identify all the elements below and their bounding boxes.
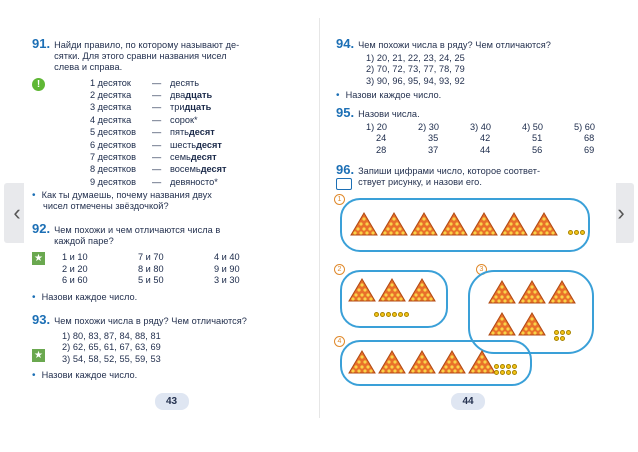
dash: —: [152, 176, 162, 187]
bullet-icon: •: [32, 291, 36, 303]
unit-dot: [554, 330, 559, 335]
number-cell: 68: [584, 133, 595, 144]
tens-count: 9 десятков: [90, 176, 137, 187]
task-text: Найди правило, по которому называют де-: [54, 40, 240, 50]
unit-dot: [500, 370, 505, 375]
tens-name: шестьдесят: [170, 139, 222, 150]
unit-dot: [560, 330, 565, 335]
bullet-icon: •: [32, 369, 36, 381]
question-line: чисел отмечены звёздочкой?: [43, 201, 169, 212]
tens-row: [90, 163, 311, 175]
ten-triangle: [488, 280, 516, 304]
ten-triangle: [518, 280, 546, 304]
label-3: 3: [476, 264, 487, 275]
unit-dot: [386, 312, 391, 317]
dash: —: [152, 139, 162, 150]
tens-row: [90, 89, 311, 101]
ten-triangle: [470, 212, 498, 236]
unit-dot: [494, 364, 499, 369]
tens-row: [90, 176, 311, 188]
label-2: 2: [334, 264, 345, 275]
tens-row: [90, 114, 311, 126]
task-number: 91.: [32, 36, 51, 51]
number-cell: 35: [428, 133, 439, 144]
task-93: [32, 312, 311, 327]
tens-count: 3 десятка: [90, 102, 132, 113]
number-pair: 5 и 50: [138, 275, 164, 286]
ten-triangle: [438, 350, 466, 374]
number-cell: 37: [428, 144, 439, 155]
tens-name: тридцать: [170, 102, 212, 113]
dash: —: [152, 164, 162, 175]
number-cell: 1) 20: [366, 122, 387, 133]
ten-triangle: [440, 212, 468, 236]
ten-triangle: [348, 350, 376, 374]
bullet-icon: •: [336, 89, 340, 101]
triangles-3b: [488, 312, 548, 336]
number-pair: 2 и 20: [62, 263, 88, 274]
question-line: • Как ты думаешь, почему названия двух: [32, 190, 212, 202]
page-spread: [24, 18, 616, 418]
ten-triangle: [408, 350, 436, 374]
triangles-2: [348, 278, 438, 302]
row: 1) 20, 21, 22, 23, 24, 25: [366, 53, 465, 64]
task-number: 96.: [336, 161, 355, 177]
group-1: [340, 198, 590, 252]
triangles-1: [350, 212, 560, 236]
tens-count: 4 десятка: [90, 114, 132, 125]
task-92: [32, 221, 311, 247]
number-pair: 8 и 80: [138, 263, 164, 274]
tens-row: [90, 77, 311, 89]
unit-dot: [506, 364, 511, 369]
tens-name: сорок*: [170, 114, 198, 125]
tens-count: 7 десятков: [90, 152, 137, 163]
tens-row: [90, 151, 311, 163]
ten-triangle: [468, 350, 496, 374]
row: 2) 62, 65, 61, 67, 63, 69: [62, 342, 161, 353]
task-91: [32, 36, 311, 74]
tens-count: 6 десятков: [90, 139, 137, 150]
star-icon: ★: [32, 349, 45, 362]
tens-count: 5 десятков: [90, 127, 137, 138]
number-pair: 6 и 60: [62, 275, 88, 286]
unit-dot: [494, 370, 499, 375]
tens-row: [90, 126, 311, 138]
task-number: 94.: [336, 36, 355, 51]
numbers-grid: [336, 122, 608, 156]
ten-triangle: [348, 278, 376, 302]
unit-dot: [554, 336, 559, 341]
task-text: Чем похожи числа в ряду? Чем отличаются?: [54, 316, 247, 327]
task-95: [336, 105, 608, 120]
label-1: 1: [334, 194, 345, 205]
number-cell: 56: [532, 144, 543, 155]
ten-triangle: [378, 350, 406, 374]
page-number: 44: [451, 393, 485, 410]
task-96: [336, 162, 608, 188]
ten-triangle: [518, 312, 546, 336]
row: 1) 80, 83, 87, 84, 88, 81: [62, 331, 161, 342]
tens-name: двадцать: [170, 90, 213, 101]
chevron-left-icon: ‹: [13, 200, 21, 225]
tens-name: пятьдесят: [170, 127, 215, 138]
unit-dot: [560, 336, 565, 341]
triangles-3a: [488, 280, 578, 304]
dots-3: [554, 330, 574, 341]
label-4: 4: [334, 336, 345, 347]
number-cell: 28: [376, 144, 387, 155]
dots-1: [568, 230, 585, 235]
ten-triangle: [530, 212, 558, 236]
dash: —: [152, 127, 162, 138]
number-pair: 4 и 40: [214, 252, 240, 263]
number-cell: 24: [376, 133, 387, 144]
triangles-4: [348, 350, 498, 374]
dash: —: [152, 152, 162, 163]
tens-name: девяносто*: [170, 176, 218, 187]
page-number: 43: [155, 393, 189, 410]
rows-94: [336, 53, 608, 87]
group-2: [340, 270, 448, 328]
dots-4: [494, 364, 522, 375]
number-cell: 3) 40: [470, 122, 491, 133]
number-cell: 2) 30: [418, 122, 439, 133]
unit-dot: [512, 370, 517, 375]
task-number: 95.: [336, 105, 355, 121]
row: 3) 54, 58, 52, 55, 59, 53: [62, 353, 161, 364]
task-94: [336, 36, 608, 51]
unit-dot: [574, 230, 579, 235]
ten-triangle: [380, 212, 408, 236]
tens-name: десять: [170, 77, 200, 88]
tens-count: 2 десятка: [90, 90, 132, 101]
ten-triangle: [378, 278, 406, 302]
ten-triangle: [410, 212, 438, 236]
ten-triangle: [488, 312, 516, 336]
bullet-icon: •: [32, 190, 36, 202]
rows-93: [32, 331, 311, 365]
star-icon: ★: [32, 252, 45, 265]
unit-dot: [404, 312, 409, 317]
number-cell: 4) 50: [522, 122, 543, 133]
tens-table: [32, 77, 311, 189]
book-icon: [336, 178, 352, 190]
dash: —: [152, 114, 162, 125]
task-line: • Назови каждое число.: [336, 89, 442, 101]
tens-name: восемьдесят: [170, 164, 227, 175]
task-text: слева и справа.: [54, 62, 123, 73]
dots-2: [374, 312, 409, 317]
task-line: • Назови каждое число.: [32, 291, 138, 303]
task-number: 92.: [32, 220, 51, 236]
group-4: [340, 340, 532, 386]
unit-dot: [568, 230, 573, 235]
task-text: Чем похожи и чем отличаются числа в: [54, 224, 221, 235]
unit-dot: [374, 312, 379, 317]
task-text: Запиши цифрами число, которое соответ-: [358, 165, 541, 176]
number-pair: 7 и 70: [138, 252, 164, 263]
ten-triangle: [500, 212, 528, 236]
number-cell: 44: [480, 144, 491, 155]
ten-triangle: [408, 278, 436, 302]
unit-dot: [398, 312, 403, 317]
unit-dot: [580, 230, 585, 235]
number-cell: 42: [480, 133, 491, 144]
task-line: • Назови каждое число.: [32, 369, 138, 381]
task-number: 93.: [32, 312, 51, 328]
unit-dot: [380, 312, 385, 317]
pairs-grid: [32, 252, 311, 287]
unit-dot: [566, 330, 571, 335]
number-cell: 5) 60: [574, 122, 595, 133]
dash: —: [152, 90, 162, 101]
dash: —: [152, 102, 162, 113]
number-pair: 1 и 10: [62, 252, 88, 263]
page-44: [320, 18, 616, 418]
tens-count: 1 десяток: [90, 77, 131, 88]
unit-dot: [512, 364, 517, 369]
dash: —: [152, 77, 162, 88]
tens-name: семьдесят: [170, 152, 217, 163]
task-text: Назови числа.: [358, 109, 420, 120]
number-cell: 69: [584, 144, 595, 155]
task-text: ствует рисунку, и назови его.: [358, 177, 482, 188]
number-cell: 51: [532, 133, 543, 144]
tens-row: [90, 139, 311, 151]
number-pair: 3 и 30: [214, 275, 240, 286]
row: 3) 90, 96, 95, 94, 93, 92: [366, 75, 465, 86]
ten-triangle: [350, 212, 378, 236]
task-text: каждой паре?: [54, 235, 114, 246]
row: 2) 70, 72, 73, 77, 78, 79: [366, 64, 465, 75]
tens-count: 8 десятков: [90, 164, 137, 175]
page-43: [24, 18, 320, 418]
ten-triangle: [548, 280, 576, 304]
task-text: Чем похожи числа в ряду? Чем отличаются?: [358, 40, 551, 50]
exclamation-icon: !: [32, 78, 45, 91]
unit-dot: [500, 364, 505, 369]
unit-dot: [392, 312, 397, 317]
unit-dot: [506, 370, 511, 375]
chevron-right-icon: ›: [617, 200, 625, 225]
number-pair: 9 и 90: [214, 263, 240, 274]
tens-row: [90, 101, 311, 113]
task-text: сятки. Для этого сравни названия чисел: [54, 51, 227, 62]
